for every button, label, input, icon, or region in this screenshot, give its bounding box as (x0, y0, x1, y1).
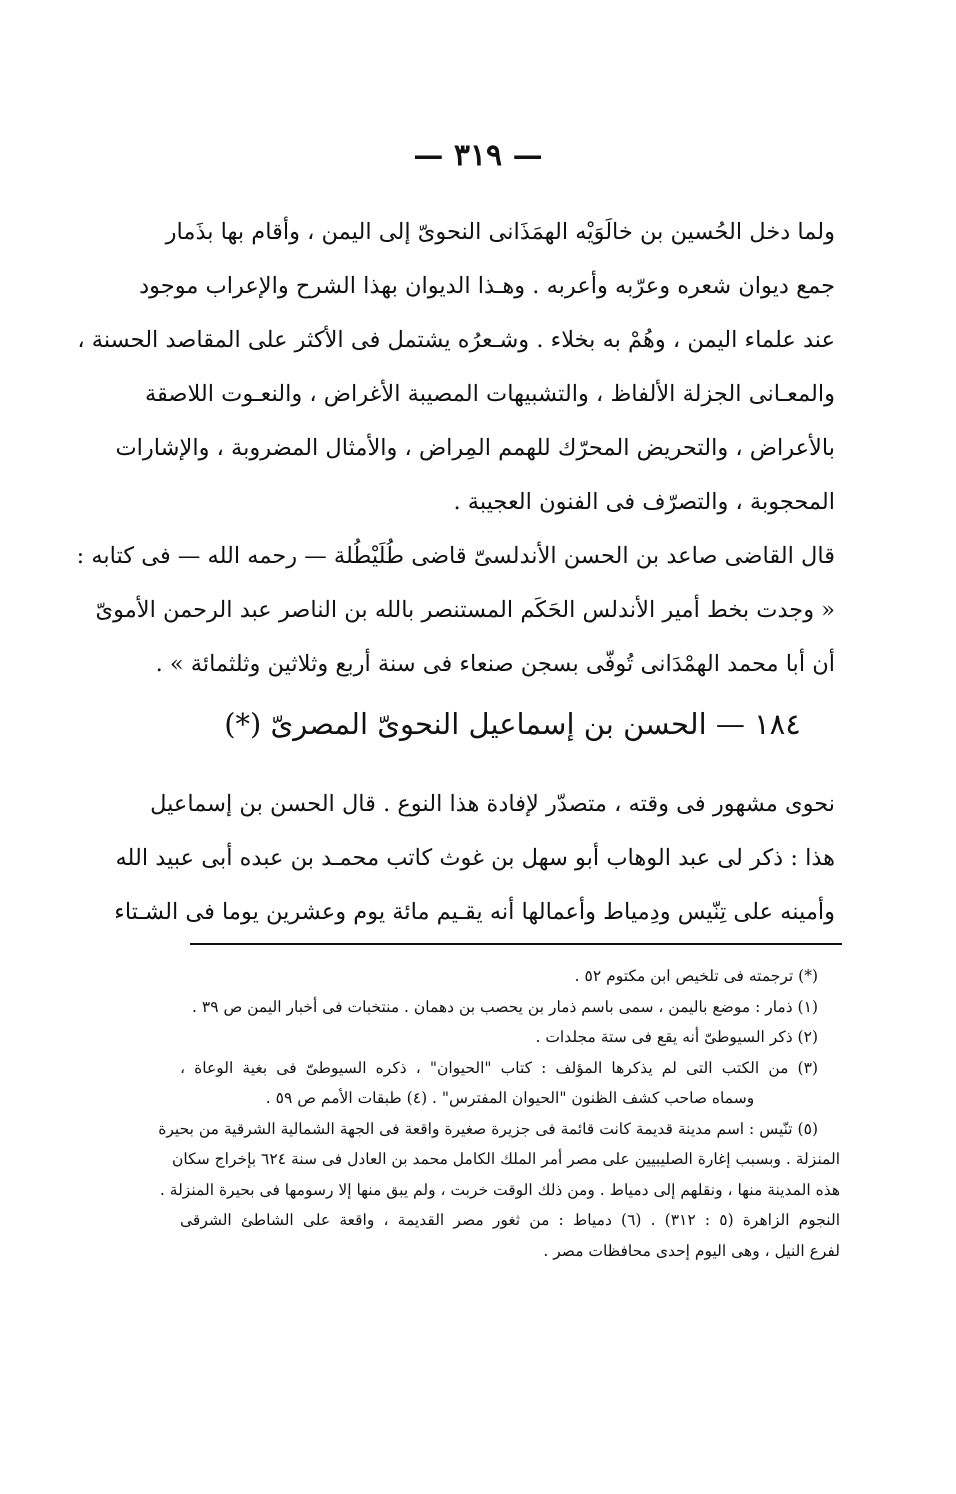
footnote: (٢) ذكر السيوطىّ أنه يقع فى ستة مجلدات . (535, 1028, 818, 1046)
text-line: بالأعراض ، والتحريض المحرّك للهمم المِراض ، والأمثال المضروبة ، والإشارات (115, 435, 835, 461)
footnote: (٣) من الكتب التى لم يذكرها المؤلف : كتاب "الحيوان" ، ذكره السيوطىّ فى بغية الوعاة ، (180, 1058, 818, 1077)
entry-heading: ١٨٤ — الحسن بن إسماعيل النحوىّ المصرىّ (*) (224, 707, 801, 741)
page-number: — ٣١٩ — (413, 138, 543, 173)
footnote: (*) ترجمته فى تلخيص ابن مكتوم ٥٢ . (574, 967, 818, 985)
paragraph-entry (114, 777, 835, 939)
footnote: النجوم الزاهرة (٥ : ٣١٢) . (٦) دمياط : من ثغور مصر القديمة ، واقعة على الشاطئ الشرقى (180, 1211, 841, 1229)
footnotes (158, 961, 841, 1266)
text-line: « وجدت بخط أمير الأندلس الحَكَم المستنصر بالله بن الناصر عبد الرحمن الأموىّ (95, 597, 835, 623)
text-line: وأمينه على تِنّيس ودِمياط وأعمالها أنه يقـيم مائة يوم وعشرين يوما فى الشـتاء (114, 899, 835, 925)
footnote: (٥) تنّيس : اسم مدينة قديمة كانت قائمة فى جزيرة صغيرة واقعة فى الجهة الشمالية الشرقية من بحيرة (158, 1119, 818, 1138)
footnote: وسماه صاحب كشف الظنون "الحيوان المفترس" . (٤) طبقات الأمم ص ٥٩ . (265, 1089, 755, 1107)
footnote: (١) ذمار : موضع باليمن ، سمى باسم ذمار بن يحصب بن دهمان . منتخبات فى أخبار اليمن ص ٣٩ . (192, 997, 818, 1016)
paragraph-diwan (77, 205, 835, 529)
text-line: قال القاضى صاعد بن الحسن الأندلسىّ قاضى طُلَيْطُلة — رحمه الله — فى كتابه : (76, 543, 835, 569)
footnote: لفرع النيل ، وهى اليوم إحدى محافظات مصر . (543, 1241, 840, 1260)
text-line: ولما دخل الحُسين بن خالَوَيْه الهمَذَانى النحوىّ إلى اليمن ، وأقام بها بذَمار (165, 219, 835, 245)
text-line: المحجوبة ، والتصرّف فى الفنون العجيبة . (453, 489, 835, 515)
text-line: هذا : ذكر لى عبد الوهاب أبو سهل بن غوث كاتب محمـد بن عبده أبى عبيد الله (115, 845, 835, 871)
text-line: أن أبا محمد الهمْدَانى تُوفّى بسجن صنعاء فى سنة أربع وثلاثين وثلثمائة » . (155, 651, 835, 677)
text-line: والمعـانى الجزلة الألفاظ ، والتشبيهات المصيبة الأغراض ، والنعـوت اللاصقة (144, 381, 835, 407)
text-line: نحوى مشهور فى وقته ، متصدّر لإفادة هذا النوع . قال الحسن بن إسماعيل (150, 791, 835, 817)
paragraph-quote (76, 529, 835, 691)
footnote: هذه المدينة منها ، ونقلهم إلى دمياط . ومن ذلك الوقت خربت ، ولم يبق منها إلا رسومها فى بحيرة المنزلة . (159, 1180, 840, 1199)
footnote: المنزلة . وبسبب إغارة الصليبيين على مصر أمر الملك الكامل محمد بن العادل فى سنة ٦٢٤ بإخراج سكان (172, 1150, 840, 1168)
text-line: عند علماء اليمن ، وهُمْ به بخلاء . وشـعرُه يشتمل فى الأكثر على المقاصد الحسنة ، (77, 327, 835, 353)
footnote-separator (190, 943, 842, 945)
text-line: جمع ديوان شعره وعرّبه وأعربه . وهـذا الديوان بهذا الشرح والإعراب موجود (139, 273, 835, 299)
